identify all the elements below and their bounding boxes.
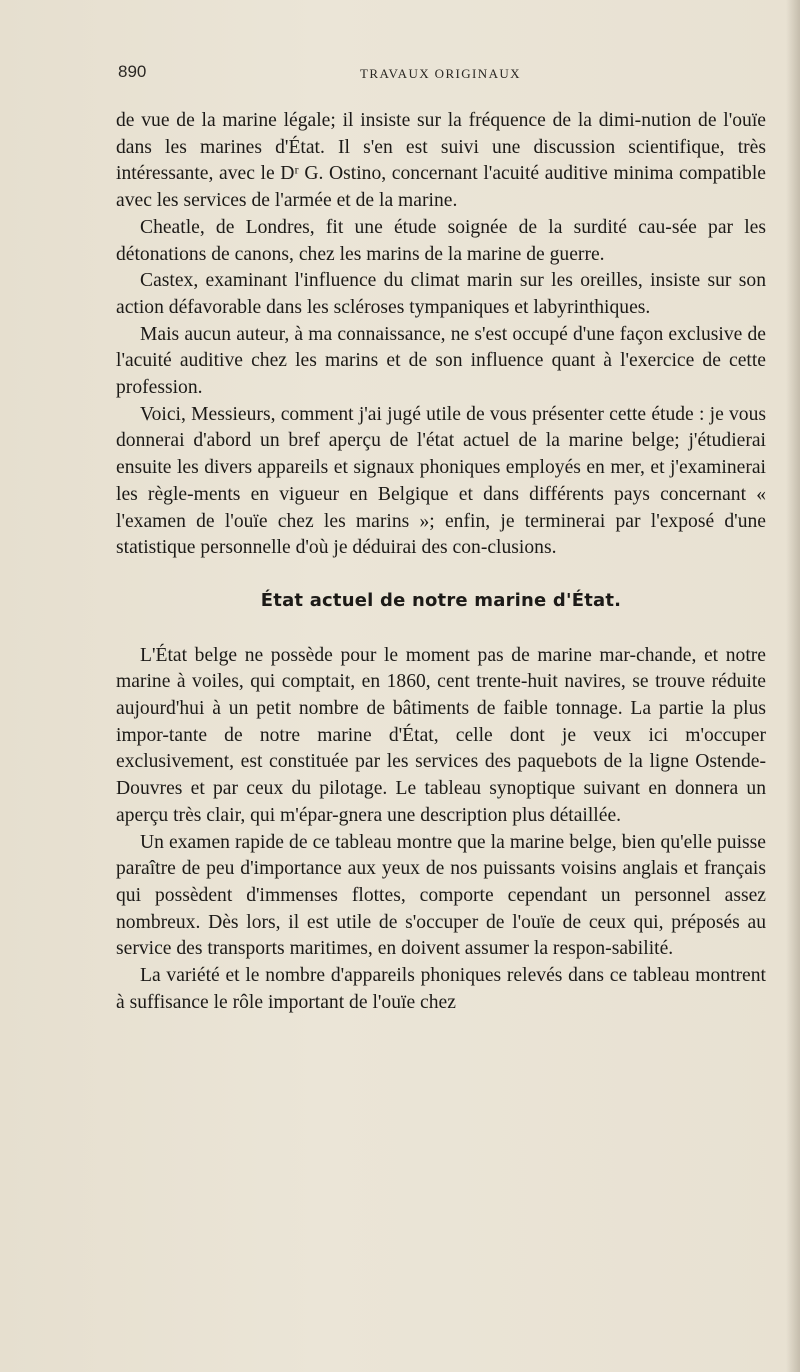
paragraph: Cheatle, de Londres, fit une étude soignée de la surdité cau-sée par les détonations de canons, chez les marins de la marine de guerre. [116, 216, 766, 265]
paragraph: Castex, examinant l'influence du climat marin sur les oreilles, insiste sur son action défavorable dans les scléroses tympaniques et labyrinthiques. [116, 270, 766, 318]
section-heading: État actuel de notre marine d'État. [260, 589, 622, 611]
page-header [118, 62, 763, 88]
paragraph: de vue de la marine légale; il insiste sur la fréquence de la dimi-nution de l'ouïe dans les marines d'État. Il s'en est suivi une discussion scientifique, très intéressante, avec le Dʳ G. Ostino, concernant l'acuité auditive minima compatible avec les services de l'armée et de la marine. [116, 110, 766, 212]
body-text [116, 108, 766, 1017]
paragraph: Un examen rapide de ce tableau montre que la marine belge, bien qu'elle puisse paraître de peu d'importance aux yeux de nos puissants voisins anglais et français qui possèdent d'immenses flottes, comporte cependant un personnel assez nombreux. Dès lors, il est utile de s'occuper de l'ouïe de ceux qui, préposés au service des transports maritimes, en doivent assumer la respon-sabilité. [116, 831, 766, 960]
paragraph: Mais aucun auteur, à ma connaissance, ne s'est occupé d'une façon exclusive de l'acuité auditive chez les marins et de son influence quant à l'exercice de cette profession. [116, 323, 766, 399]
running-title: TRAVAUX ORIGINAUX [360, 66, 521, 81]
page-edge-shadow [786, 0, 800, 1372]
page-number: 890 [118, 62, 147, 81]
paragraph: Voici, Messieurs, comment j'ai jugé utile de vous présenter cette étude : je vous donnerai d'abord un bref aperçu de l'état actuel de la marine belge; j'étudierai ensuite les divers appareils et signaux phoniques employés en mer, et j'examinerai les règle-ments en vigueur en Belgique et dans différents pays concernant « l'examen de l'ouïe chez les marins »; enfin, je terminerai par l'exposé d'une statistique personnelle d'où je déduirai des con-clusions. [116, 403, 766, 559]
paragraph: La variété et le nombre d'appareils phoniques relevés dans ce tableau montrent à suffisance le rôle important de l'ouïe chez [116, 965, 766, 1013]
paragraph: L'État belge ne possède pour le moment pas de marine mar-chande, et notre marine à voiles, qui comptait, en 1860, cent trente-huit navires, se trouve réduite aujourd'hui à un petit nombre de bâtiments de faible tonnage. La partie la plus impor-tante de notre marine d'État, celle dont je veux ici m'occuper exclusivement, est constituée par les services des paquebots de la ligne Ostende-Douvres et par ceux du pilotage. Le tableau synoptique suivant en donnera un aperçu très clair, qui m'épar-gnera une description plus détaillée. [116, 644, 766, 826]
